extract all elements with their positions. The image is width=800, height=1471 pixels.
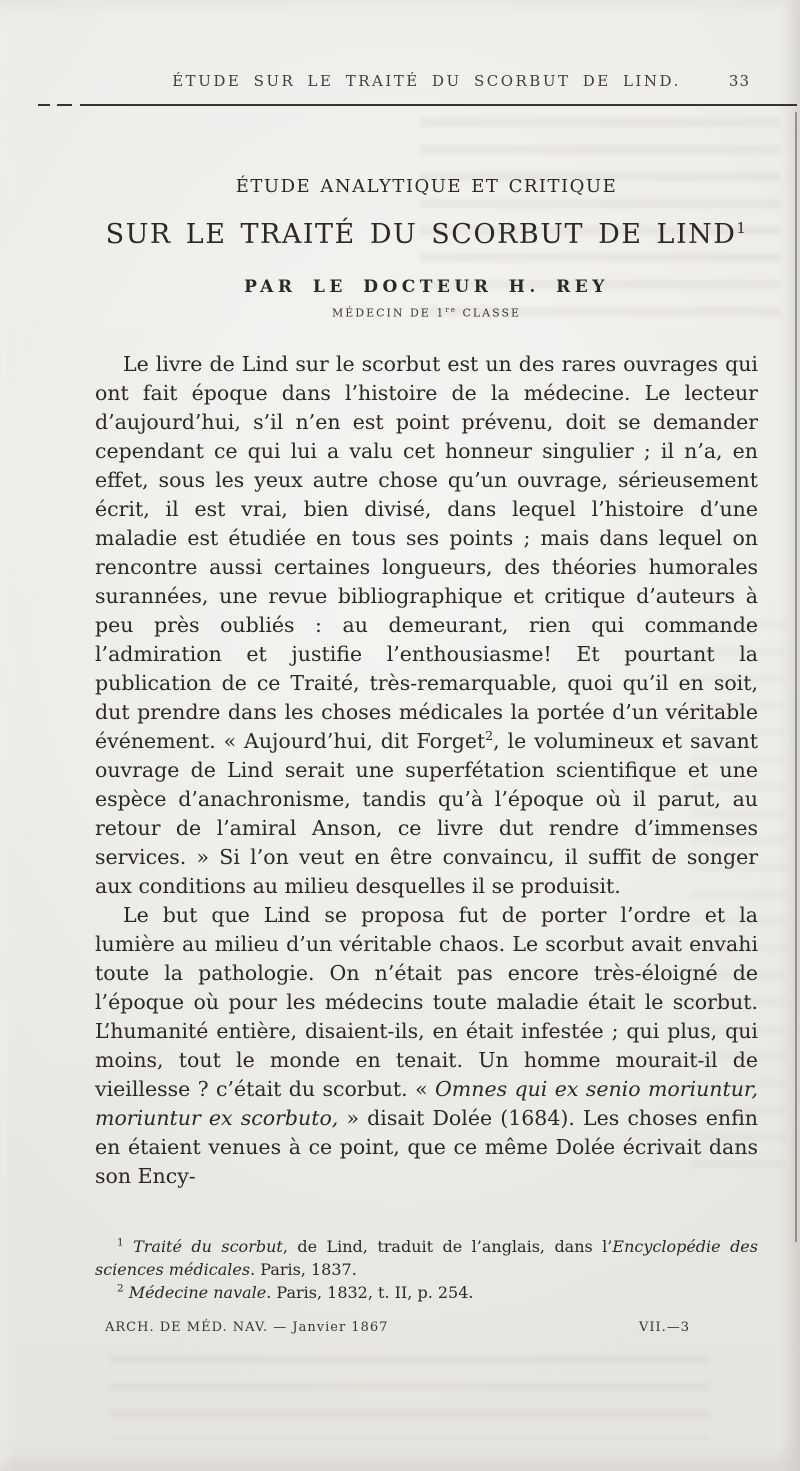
page-number: 33	[728, 72, 750, 90]
article-body	[95, 350, 758, 1191]
scan-edge-artifact	[795, 112, 797, 1242]
paragraph: Le but que Lind se proposa fut de porter l’ordre et la lumière au milieu d’un véritable chaos. Le scorbut avait envahi toute la pathologie. On n’était pas encore très-éloigné de l’époque où pour les médecins toute maladie était le scorbut. L’humanité entière, disaient-ils, en était infestée ; qui plus, qui moins, tout le monde en tenait. Un homme mourait-il de vieillesse ? c’était du scorbut. « Omnes qui ex senio moriuntur, moriuntur ex scorbuto, » disait Dolée (1684). Les choses enfin en étaient venues à ce point, que ce même Dolée écrivait dans son Ency-	[95, 902, 758, 1188]
running-header-title: ÉTUDE SUR LE TRAITÉ DU SCORBUT DE LIND.	[172, 72, 681, 90]
title-footnote-ref: 1	[736, 219, 748, 237]
paragraph: Le livre de Lind sur le scorbut est un des rares ouvrages qui ont fait époque dans l’histoire de la médecine. Le lecteur d’aujourd’hui, s’il n’en est point prévenu, doit se demander cependant ce qui lui a valu cet honneur singulier ; il n’a, en effet, sous les yeux autre chose qu’un ouvrage, sérieusement écrit, il est vrai, bien divisé, dans lequel l’histoire d’une maladie est étudiée en tous ses points ; mais dans lequel on rencontre aussi certaines longueurs, des théories humorales surannées, une revue bibliographique et critique d’auteurs à peu près oubliés : au demeurant, rien qui commande l’admiration et justifie l’enthousiasme! Et pourtant la publication de ce Traité, très-remarquable, quoi qu’il en soit, dut prendre dans les choses médicales la portée d’un véritable événement. « Aujourd’hui, dit Forget$^2$, le volumineux et savant ouvrage de Lind serait une superfétation scientifique et une espèce d’anachronisme, tandis qu’à l’époque où il parut, au retour de l’amiral Anson, ce livre dut rendre d’immenses services. » Si l’on veut en être convaincu, il suffit de songer aux conditions au milieu desquelles il se produisit.	[95, 351, 758, 898]
signature-mark: VII.—3	[638, 1319, 690, 1335]
article-title	[95, 219, 758, 250]
author-rank: MÉDECIN DE 1re CLASSE	[331, 305, 522, 320]
footnote: $^2$ Médecine navale. Paris, 1832, t. II, p. 254.	[117, 1282, 474, 1302]
article-subtitle: ÉTUDE ANALYTIQUE ET CRITIQUE	[235, 176, 618, 197]
journal-imprint: ARCH. DE MÉD. NAV. — Janvier 1867	[105, 1319, 389, 1335]
bleed-through-artifact	[110, 1355, 710, 1440]
author-line: PAR LE DOCTEUR H. REY	[244, 277, 609, 297]
footnotes	[95, 1235, 758, 1304]
text-column	[95, 0, 758, 1335]
page-footer	[95, 1320, 758, 1335]
footnote: $^1$ Traité du scorbut, de Lind, traduit de l’anglais, dans l’Encyclopédie des sciences médicales. Paris, 1837.	[95, 1236, 758, 1279]
article-title-text: SUR LE TRAITÉ DU SCORBUT DE LIND	[105, 219, 737, 250]
title-block	[95, 176, 758, 320]
